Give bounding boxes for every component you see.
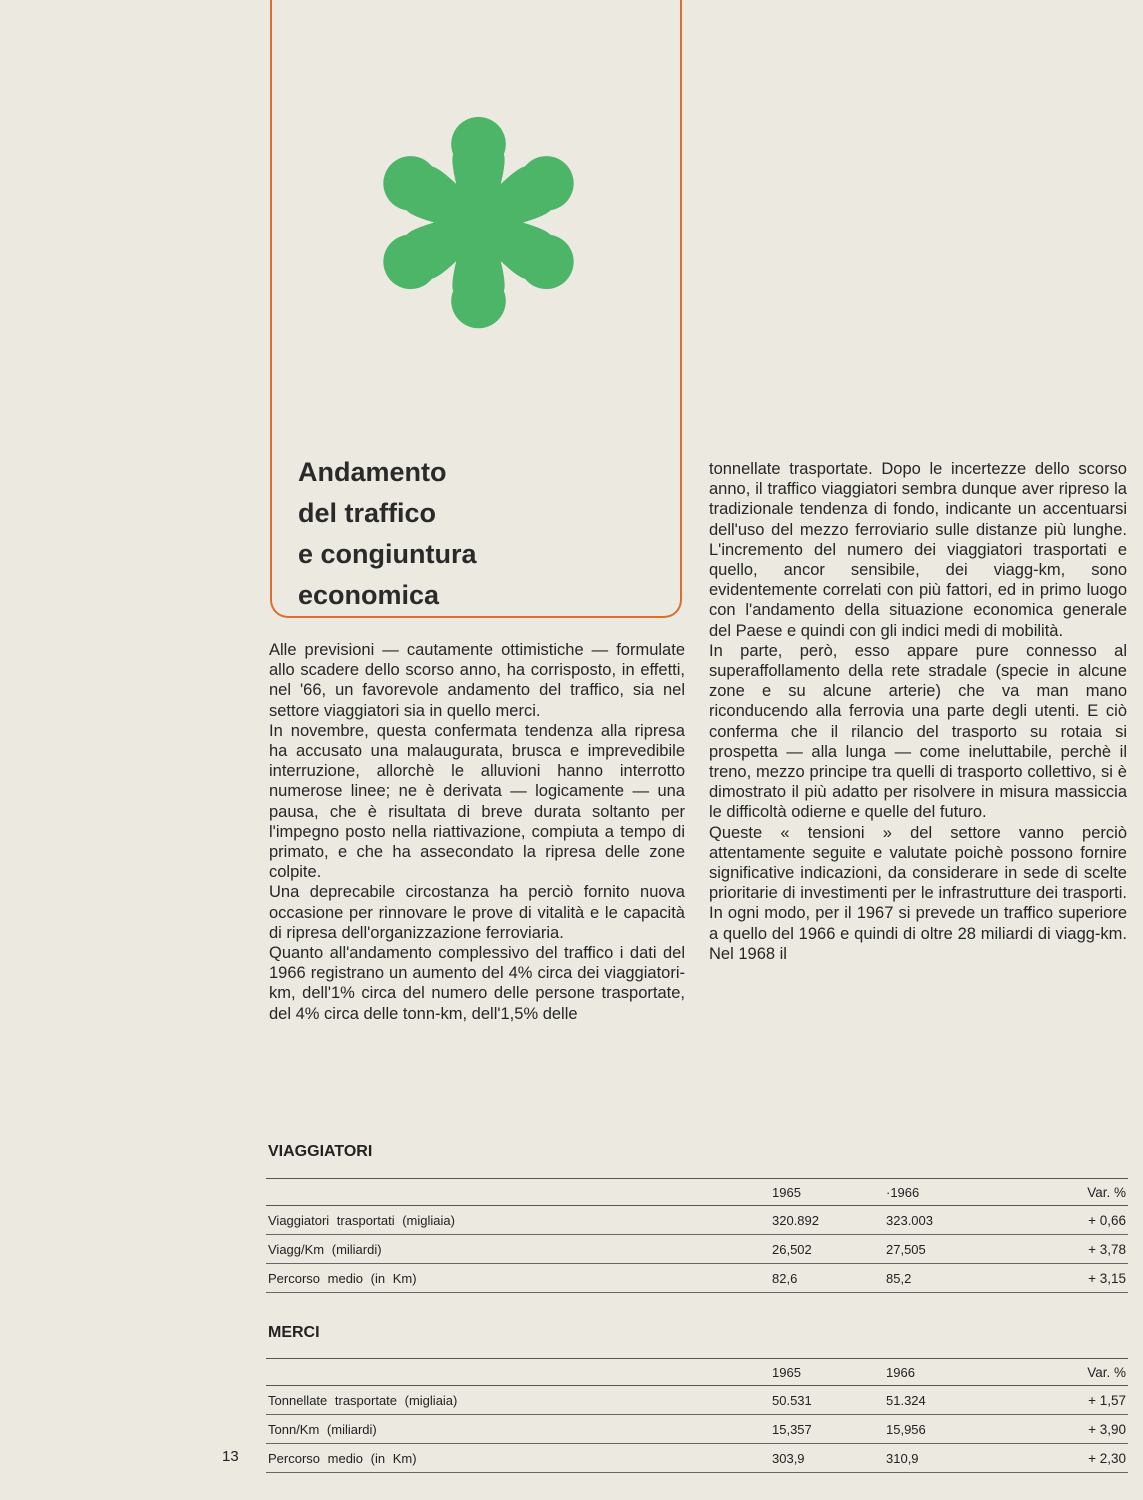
cell-1966: 27,505 <box>884 1235 1003 1264</box>
cell-var: + 3,90 <box>1003 1415 1128 1444</box>
cell-1966: 15,956 <box>884 1415 1003 1444</box>
header-cell <box>266 1179 770 1206</box>
cell-var: + 3,15 <box>1003 1264 1128 1293</box>
title-line: economica <box>298 580 440 610</box>
table-row <box>266 1386 1128 1415</box>
cell-var: + 2,30 <box>1003 1444 1128 1473</box>
header-cell: 1966 <box>884 1359 1003 1386</box>
row-label: Tonn/Km (miliardi) <box>266 1415 770 1444</box>
paragraph: Quanto all'andamento complessivo del traffico i dati del 1966 registrano un aumento del 4% circa dei viaggiatori-km, dell'1% circa del numero delle persone trasportate, del 4% circa delle tonn-km, dell'1,5% delle <box>269 944 685 1023</box>
cell-1966: 310,9 <box>884 1444 1003 1473</box>
cell-1965: 50.531 <box>770 1386 884 1415</box>
text-column-right <box>709 459 1127 964</box>
header-cell: 1965 <box>770 1359 884 1386</box>
cell-1965: 303,9 <box>770 1444 884 1473</box>
paragraph: In parte, però, esso appare pure connesso al superaffollamento della rete stradale (specie in alcune zone e su alcune arterie) che va man mano riconducendo alla ferrovia una parte degli utenti. E ciò conferma che il rilancio del trasporto su rotaia si prospetta — alla lunga — come ineluttabile, perchè il treno, mezzo principe tra quelli di trasporto collettivo, si è dimostrato il più adatto per risolvere in misura massiccia le difficoltà odierne e quelle del futuro. <box>709 641 1127 822</box>
title-line: del traffico <box>298 498 437 528</box>
cell-1965: 15,357 <box>770 1415 884 1444</box>
paragraph: Alle previsioni — cautamente ottimistiche — formulate allo scadere dello scorso anno, ha corrisposto, in effetti, nel '66, un favorevole andamento del traffico, sia nel settore viaggiatori sia in quello merci. <box>269 641 685 720</box>
row-label: Percorso medio (in Km) <box>266 1444 770 1473</box>
table-header-row <box>266 1179 1128 1206</box>
title-line: e congiuntura <box>298 539 477 569</box>
green-flower-logo-icon <box>381 113 576 338</box>
header-cell: 1965 <box>770 1179 884 1206</box>
cell-1966: 85,2 <box>884 1264 1003 1293</box>
table-row <box>266 1264 1128 1293</box>
title-line: Andamento <box>298 457 447 487</box>
cell-1965: 26,502 <box>770 1235 884 1264</box>
paragraph: In novembre, questa confermata tendenza alla ripresa ha accusato una malaugurata, brusca e imprevedibile interruzione, allorchè le alluvioni hanno interrotto numerose linee; ne è derivata — logicamente — una pausa, che è risultata di breve durata soltanto per l'impegno posto nella riattivazione, compiuta a tempo di primato, e che ha assecondato la ripresa delle zone colpite. <box>269 721 685 882</box>
cell-1966: 51.324 <box>884 1386 1003 1415</box>
viaggiatori-table <box>266 1178 1128 1293</box>
paragraph: Queste « tensioni » del settore vanno perciò attentamente seguite e valutate poichè possono fornire significative indicazioni, da considerare in sede di scelte prioritarie di investimenti per le infrastrutture dei trasporti. In ogni modo, per il 1967 si prevede un traffico superiore a quello del 1966 e quindi di oltre 28 miliardi di viagg-km. Nel 1968 il <box>709 823 1127 963</box>
table-header-row <box>266 1359 1128 1386</box>
paragraph: Una deprecabile circostanza ha perciò fornito nuova occasione per rinnovare le prove di vitalità e le capacità di ripresa dell'organizzazione ferroviaria. <box>269 883 685 942</box>
row-label: Percorso medio (in Km) <box>266 1264 770 1293</box>
header-cell: Var. % <box>1003 1179 1128 1206</box>
cell-1965: 320.892 <box>770 1206 884 1235</box>
row-label: Tonnellate trasportate (migliaia) <box>266 1386 770 1415</box>
merci-title: MERCI <box>268 1324 320 1341</box>
table-row <box>266 1415 1128 1444</box>
header-cell: Var. % <box>1003 1359 1128 1386</box>
row-label: Viagg/Km (miliardi) <box>266 1235 770 1264</box>
text-column-left <box>269 640 685 1024</box>
cell-var: + 1,57 <box>1003 1386 1128 1415</box>
cell-1966: 323.003 <box>884 1206 1003 1235</box>
table-row <box>266 1444 1128 1473</box>
table-row <box>266 1206 1128 1235</box>
article-title <box>298 452 668 616</box>
cell-1965: 82,6 <box>770 1264 884 1293</box>
cell-var: + 0,66 <box>1003 1206 1128 1235</box>
cell-var: + 3,78 <box>1003 1235 1128 1264</box>
row-label: Viaggiatori trasportati (migliaia) <box>266 1206 770 1235</box>
viaggiatori-title: VIAGGIATORI <box>268 1143 373 1160</box>
page-number: 13 <box>222 1448 239 1465</box>
merci-table <box>266 1358 1128 1473</box>
table-row <box>266 1235 1128 1264</box>
header-cell: ·1966 <box>884 1179 1003 1206</box>
header-cell <box>266 1359 770 1386</box>
paragraph: tonnellate trasportate. Dopo le incertezze dello scorso anno, il traffico viaggiatori sembra dunque aver ripreso la tradizionale tendenza di fondo, indicante un accentuarsi dell'uso del mezzo ferroviario sulle distanze più lunghe. L'incremento del numero dei viaggiatori trasportati e quello, ancor sensibile, dei viagg-km, sono evidentemente correlati con più fattori, ed in primo luogo con l'andamento della situazione economica generale del Paese e quindi con gli indici medi di mobilità. <box>709 460 1127 640</box>
